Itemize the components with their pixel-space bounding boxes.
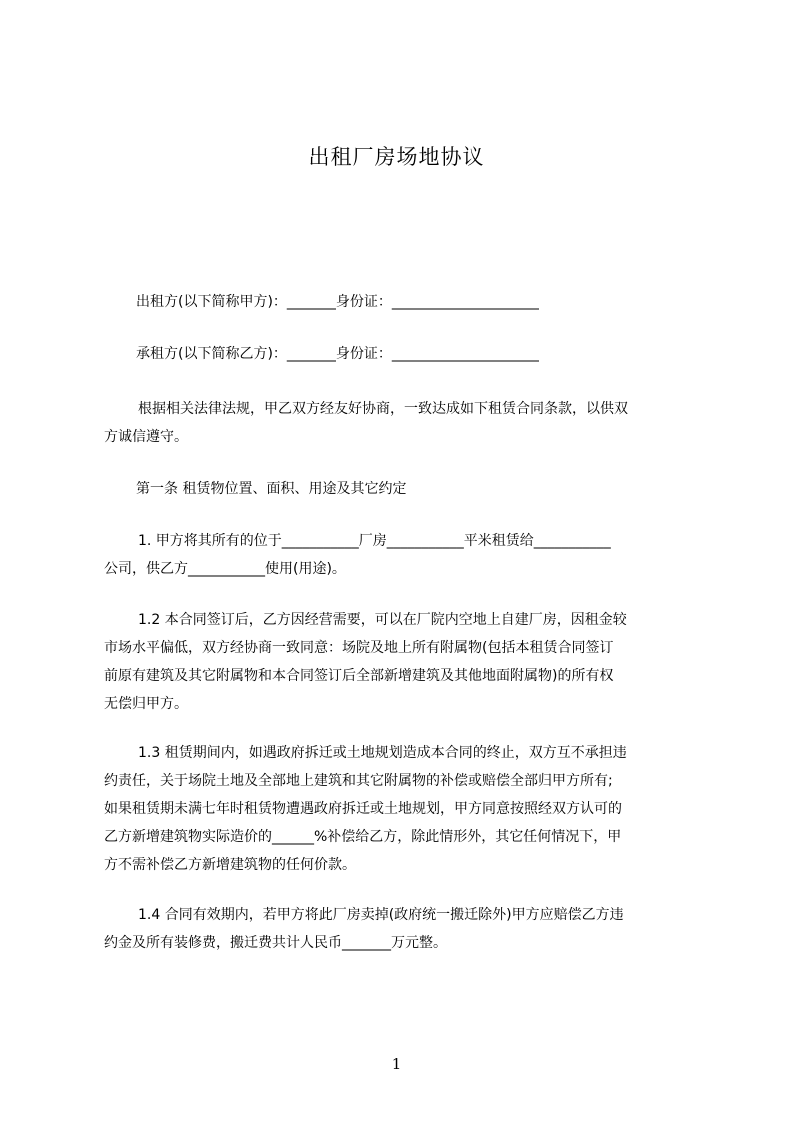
clause-line: 公司，供乙方___________使用(用途)。 <box>104 561 346 577</box>
clause-1-3 <box>104 739 700 879</box>
clause-line: 方不需补偿乙方新增建筑物的任何价款。 <box>104 857 356 873</box>
clause-line: 市场水平偏低，双方经协商一致同意：场院及地上所有附属物(包括本租赁合同签订 <box>104 640 614 656</box>
clause-line: 乙方新增建筑物实际造价的______%补偿给乙方，除此情形外，其它任何情况下，甲 <box>104 829 622 845</box>
lessor-line: 出租方(以下简称甲方)：_______身份证：_____________________ <box>136 294 539 310</box>
lessee-line: 承租方(以下简称乙方)：_______身份证：_____________________ <box>136 346 539 362</box>
clause-1-2 <box>104 606 700 718</box>
preamble-line: 根据相关法律法规，甲乙双方经友好协商，一致达成如下租赁合同条款，以供双 <box>138 401 628 417</box>
clause-1-4 <box>104 901 700 957</box>
page-number: 1 <box>391 1055 402 1073</box>
clause-line: 前原有建筑及其它附属物和本合同签订后全部新增建筑及其他地面附属物)的所有权 <box>104 668 614 684</box>
clause-1-1 <box>104 527 700 583</box>
clause-line: 如果租赁期未满七年时租赁物遭遇政府拆迁或土地规划，甲方同意按照经双方认可的 <box>104 801 622 817</box>
clause-line: 约金及所有装修费，搬迁费共计人民币_______万元整。 <box>104 935 447 951</box>
preamble-paragraph <box>104 395 700 451</box>
clause-line: 1.2 本合同签订后，乙方因经营需要，可以在厂院内空地上自建厂房，因租金较 <box>138 612 627 628</box>
clause-line: 1. 甲方将其所有的位于___________厂房___________平米租赁给___________ <box>138 533 611 549</box>
preamble-line: 方诚信遵守。 <box>104 429 188 445</box>
document-title: 出租厂房场地协议 <box>308 145 485 169</box>
clause-line: 约责任，关于场院土地及全部地上建筑和其它附属物的补偿或赔偿全部归甲方所有; <box>104 773 613 789</box>
clause-line: 1.3 租赁期间内，如遇政府拆迁或土地规划造成本合同的终止，双方互不承担违 <box>138 745 627 761</box>
clause-line: 无偿归甲方。 <box>104 696 188 712</box>
clause-line: 1.4 合同有效期内，若甲方将此厂房卖掉(政府统一搬迁除外)甲方应赔偿乙方违 <box>138 907 624 923</box>
article-1-heading: 第一条 租赁物位置、面积、用途及其它约定 <box>136 481 407 497</box>
